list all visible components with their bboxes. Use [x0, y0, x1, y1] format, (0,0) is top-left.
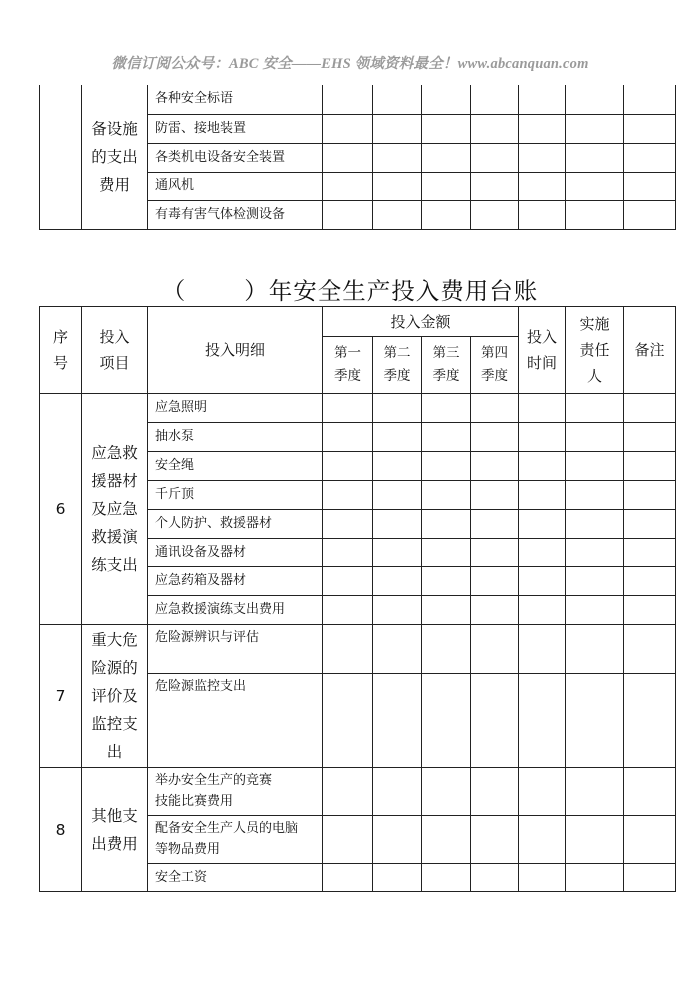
category-cell: 应急救 援器材 及应急 救援演 练支出 [82, 394, 148, 625]
item-cell: 千斤顶 [148, 481, 323, 510]
ledger-table [39, 306, 676, 892]
header-q1: 第一 季度 [323, 337, 373, 394]
item-cell: 通风机 [148, 172, 323, 200]
header-project: 投入 项目 [82, 307, 148, 394]
section-number: 7 [40, 625, 82, 768]
category-cell: 其他支 出费用 [82, 768, 148, 892]
section-number: 8 [40, 768, 82, 892]
seq-cell-empty [40, 85, 82, 229]
category-line: 的支出 [91, 147, 138, 166]
header-remarks: 备注 [624, 307, 676, 394]
section-number: 6 [40, 394, 82, 625]
continuation-table [39, 85, 676, 230]
item-cell: 危险源监控支出 [148, 674, 323, 768]
header-q2: 第二 季度 [373, 337, 422, 394]
item-cell: 通讯设备及器材 [148, 539, 323, 567]
item-cell: 应急照明 [148, 394, 323, 423]
title-open-paren: （ [161, 277, 187, 305]
item-cell: 应急救援演练支出费用 [148, 596, 323, 625]
header-q3: 第三 季度 [422, 337, 471, 394]
item-cell: 配备安全生产人员的电脑 等物品费用 [148, 816, 323, 864]
item-cell: 有毒有害气体检测设备 [148, 200, 323, 229]
item-cell: 举办安全生产的竞赛 技能比赛费用 [148, 768, 323, 816]
item-cell: 抽水泵 [148, 423, 323, 452]
page-title [0, 272, 700, 306]
item-cell: 危险源辨识与评估 [148, 625, 323, 674]
header-responsible: 实施 责任 人 [566, 307, 624, 394]
header-q4: 第四 季度 [471, 337, 519, 394]
item-cell: 应急药箱及器材 [148, 567, 323, 596]
header-detail: 投入明细 [148, 307, 323, 394]
item-cell: 各类机电设备安全装置 [148, 143, 323, 172]
category-line: 费用 [98, 175, 130, 194]
header-time: 投入 时间 [519, 307, 566, 394]
item-cell: 安全绳 [148, 452, 323, 481]
watermark: 微信订阅公众号：ABC 安全——EHS 领域资料最全！www.abcanquan.com [111, 56, 589, 72]
title-text: ）年安全生产投入费用台账 [244, 277, 539, 305]
item-cell: 各种安全标语 [148, 85, 323, 114]
item-cell: 防雷、接地装置 [148, 114, 323, 143]
category-line: 备设施 [91, 119, 138, 138]
category-cell: 重大危 险源的 评价及 监控支 出 [82, 625, 148, 768]
header-amount: 投入金额 [323, 307, 519, 337]
header-seq: 序 号 [40, 307, 82, 394]
item-cell: 安全工资 [148, 864, 323, 892]
item-cell: 个人防护、救援器材 [148, 510, 323, 539]
category-cell [82, 85, 148, 229]
